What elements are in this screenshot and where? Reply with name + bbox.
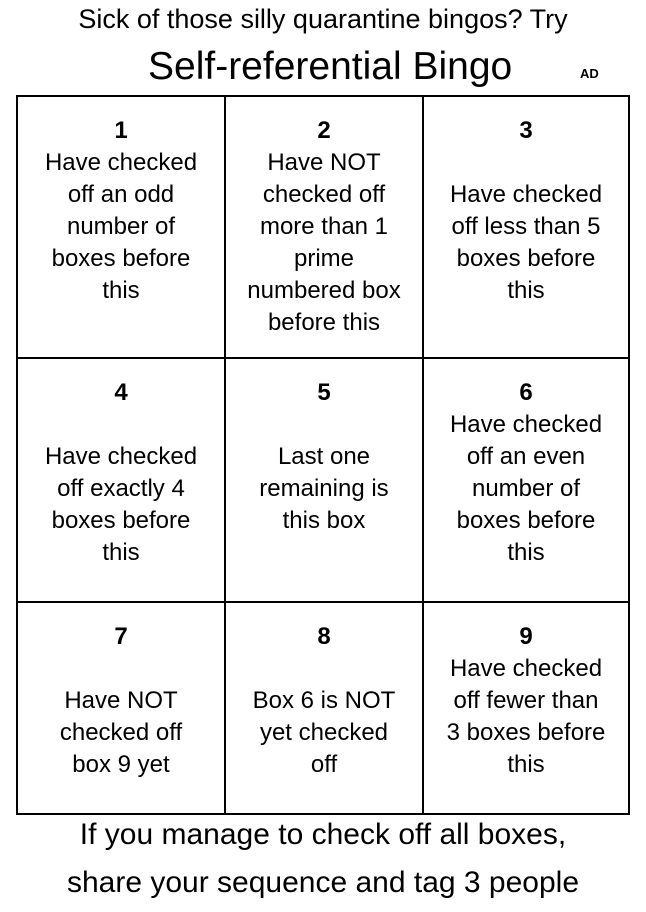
bingo-cell-8[interactable] bbox=[225, 602, 423, 814]
cell-text: Have NOT checked off more than 1 prime numbered box before this bbox=[247, 149, 401, 336]
bingo-cell-5[interactable] bbox=[225, 358, 423, 602]
bingo-cell-9[interactable] bbox=[423, 602, 629, 814]
bingo-row bbox=[17, 602, 629, 814]
cell-number: 3 bbox=[519, 117, 533, 144]
bingo-cell-6[interactable] bbox=[423, 358, 629, 602]
bingo-cell-3[interactable] bbox=[423, 96, 629, 358]
bingo-cell-7[interactable] bbox=[17, 602, 225, 814]
cell-text: Have checked off fewer than 3 boxes before this bbox=[446, 655, 606, 778]
bingo-cell-1[interactable] bbox=[17, 96, 225, 358]
cell-number: 5 bbox=[317, 379, 331, 406]
cell-number: 2 bbox=[317, 117, 331, 144]
cell-number: 8 bbox=[317, 623, 331, 650]
ad-label: AD bbox=[580, 66, 599, 81]
cell-text: Have NOT checked off box 9 yet bbox=[59, 687, 183, 778]
cell-number: 1 bbox=[114, 117, 128, 144]
page-title: Self-referential Bingo bbox=[148, 45, 513, 88]
cell-text: Last one remaining is this box bbox=[259, 443, 389, 534]
bingo-row bbox=[17, 358, 629, 602]
cell-text: Have checked off an odd number of boxes before this bbox=[44, 149, 198, 304]
bingo-row bbox=[17, 96, 629, 358]
intro-text: Sick of those silly quarantine bingos? Try bbox=[78, 4, 568, 34]
cell-number: 9 bbox=[519, 623, 533, 650]
bingo-cell-4[interactable] bbox=[17, 358, 225, 602]
cell-text: Box 6 is NOT yet checked off bbox=[252, 687, 396, 778]
bingo-grid bbox=[16, 95, 630, 815]
cell-text: Have checked off less than 5 boxes before this bbox=[449, 181, 603, 304]
cell-number: 4 bbox=[114, 379, 128, 406]
footer-line-1: If you manage to check off all boxes, bbox=[79, 818, 567, 851]
cell-text: Have checked off an even number of boxes before this bbox=[449, 411, 603, 566]
cell-number: 7 bbox=[114, 623, 128, 650]
bingo-cell-2[interactable] bbox=[225, 96, 423, 358]
cell-number: 6 bbox=[519, 379, 533, 406]
footer-line-2: share your sequence and tag 3 people bbox=[66, 866, 580, 899]
cell-text: Have checked off exactly 4 boxes before this bbox=[44, 443, 198, 566]
